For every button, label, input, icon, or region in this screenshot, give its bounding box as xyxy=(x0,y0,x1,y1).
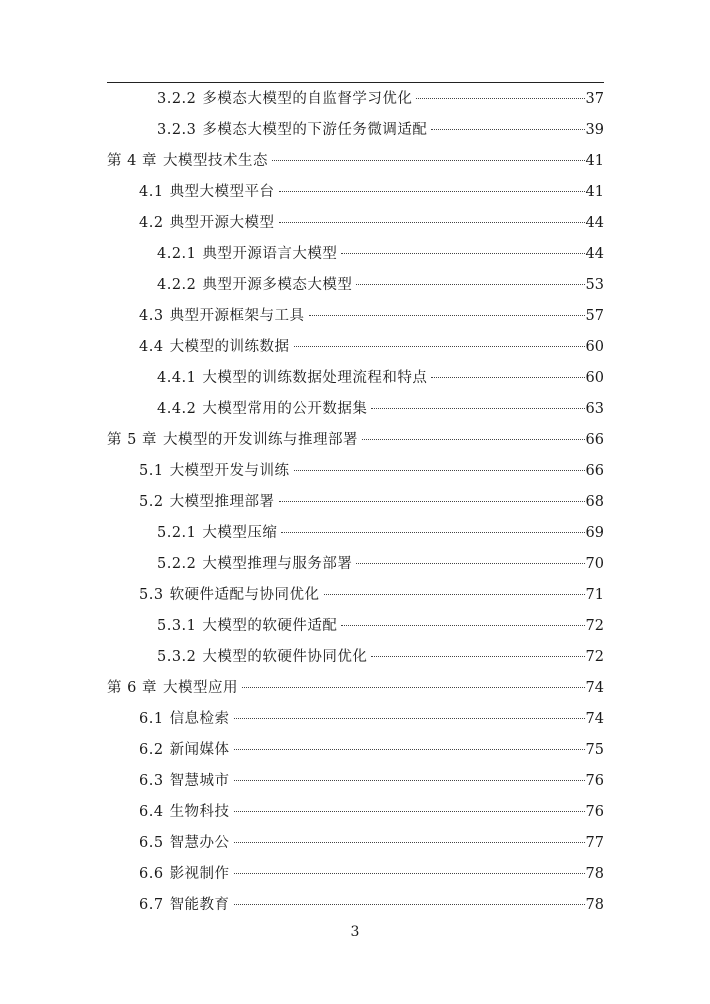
toc-entry-title: 多模态大模型的下游任务微调适配 xyxy=(202,122,428,138)
toc-entry-number: 6.7 xyxy=(139,897,164,913)
toc-entry[interactable] xyxy=(107,673,604,704)
toc-entry-page: 75 xyxy=(585,742,604,758)
toc-entry[interactable] xyxy=(107,146,604,177)
toc-entry-page: 60 xyxy=(585,370,604,386)
toc-dot-leader xyxy=(234,780,585,781)
toc-entry-page: 74 xyxy=(585,711,604,727)
toc-dot-leader xyxy=(294,346,585,347)
toc-entry-number: 3.2.3 xyxy=(157,122,197,138)
toc-entry-number: 5.3.1 xyxy=(157,618,197,634)
toc-entry-title: 生物科技 xyxy=(169,804,230,820)
toc-entry-title: 大模型的软硬件适配 xyxy=(202,618,338,634)
toc-dot-leader xyxy=(234,811,585,812)
toc-entry-number: 4.2.2 xyxy=(157,277,197,293)
toc-entry-number: 第 4 章 xyxy=(107,153,157,169)
toc-entry-number: 4.2 xyxy=(139,215,164,231)
toc-dot-leader xyxy=(272,160,585,161)
toc-entry[interactable] xyxy=(107,828,604,859)
toc-dot-leader xyxy=(279,191,585,192)
toc-entry-page: 66 xyxy=(585,432,604,448)
toc-dot-leader xyxy=(234,904,585,905)
toc-entry[interactable] xyxy=(107,487,604,518)
toc-entry-title: 典型开源多模态大模型 xyxy=(202,277,353,293)
toc-entry-page: 57 xyxy=(585,308,604,324)
table-of-contents xyxy=(107,84,604,921)
header-rule xyxy=(107,82,604,83)
toc-entry-page: 78 xyxy=(585,866,604,882)
toc-entry-page: 66 xyxy=(585,463,604,479)
toc-entry-number: 4.3 xyxy=(139,308,164,324)
toc-entry[interactable] xyxy=(107,456,604,487)
page-number: 3 xyxy=(350,924,360,940)
toc-dot-leader xyxy=(356,563,584,564)
toc-entry-title: 大模型应用 xyxy=(162,680,238,696)
toc-entry-number: 第 5 章 xyxy=(107,432,157,448)
toc-entry-page: 63 xyxy=(585,401,604,417)
toc-entry-page: 41 xyxy=(585,184,604,200)
toc-entry-number: 6.5 xyxy=(139,835,164,851)
toc-entry-title: 典型大模型平台 xyxy=(169,184,275,200)
toc-entry-page: 44 xyxy=(585,215,604,231)
toc-dot-leader xyxy=(356,284,584,285)
toc-dot-leader xyxy=(234,842,585,843)
toc-entry-title: 大模型的训练数据 xyxy=(169,339,290,355)
toc-dot-leader xyxy=(341,253,584,254)
toc-entry-title: 影视制作 xyxy=(169,866,230,882)
toc-entry-title: 软硬件适配与协同优化 xyxy=(169,587,320,603)
toc-entry-page: 68 xyxy=(585,494,604,510)
toc-entry[interactable] xyxy=(107,766,604,797)
toc-entry-title: 大模型的开发训练与推理部署 xyxy=(162,432,358,448)
toc-dot-leader xyxy=(431,377,584,378)
toc-entry-number: 6.6 xyxy=(139,866,164,882)
toc-entry-number: 5.2.2 xyxy=(157,556,197,572)
toc-entry-number: 4.2.1 xyxy=(157,246,197,262)
toc-entry-number: 第 6 章 xyxy=(107,680,157,696)
toc-entry-page: 74 xyxy=(585,680,604,696)
toc-entry[interactable] xyxy=(107,797,604,828)
toc-entry-title: 典型开源大模型 xyxy=(169,215,275,231)
toc-dot-leader xyxy=(341,625,584,626)
toc-entry-page: 69 xyxy=(585,525,604,541)
toc-dot-leader xyxy=(294,470,585,471)
toc-entry[interactable] xyxy=(107,704,604,735)
toc-dot-leader xyxy=(234,749,585,750)
toc-entry[interactable] xyxy=(107,270,604,301)
toc-entry-title: 大模型的软硬件协同优化 xyxy=(202,649,368,665)
toc-entry-number: 3.2.2 xyxy=(157,91,197,107)
toc-entry-title: 大模型推理与服务部署 xyxy=(202,556,353,572)
toc-entry-number: 4.4.2 xyxy=(157,401,197,417)
toc-entry[interactable] xyxy=(107,425,604,456)
toc-entry-number: 5.1 xyxy=(139,463,164,479)
toc-entry-page: 44 xyxy=(585,246,604,262)
toc-dot-leader xyxy=(309,315,585,316)
toc-dot-leader xyxy=(234,718,585,719)
toc-entry-page: 72 xyxy=(585,618,604,634)
toc-entry[interactable] xyxy=(107,208,604,239)
toc-dot-leader xyxy=(279,222,585,223)
toc-entry[interactable] xyxy=(107,301,604,332)
toc-entry-number: 6.3 xyxy=(139,773,164,789)
toc-entry-title: 信息检索 xyxy=(169,711,230,727)
toc-entry[interactable] xyxy=(107,84,604,115)
toc-entry-page: 53 xyxy=(585,277,604,293)
toc-dot-leader xyxy=(431,129,584,130)
toc-entry[interactable] xyxy=(107,735,604,766)
toc-entry-title: 多模态大模型的自监督学习优化 xyxy=(202,91,413,107)
toc-dot-leader xyxy=(362,439,585,440)
toc-entry[interactable] xyxy=(107,115,604,146)
toc-entry-page: 37 xyxy=(585,91,604,107)
toc-dot-leader xyxy=(279,501,585,502)
toc-entry-title: 智能教育 xyxy=(169,897,230,913)
toc-entry-page: 76 xyxy=(585,773,604,789)
toc-entry-title: 智慧城市 xyxy=(169,773,230,789)
toc-entry-title: 大模型压缩 xyxy=(202,525,278,541)
toc-entry-title: 典型开源框架与工具 xyxy=(169,308,305,324)
toc-entry[interactable] xyxy=(107,642,604,673)
toc-entry[interactable] xyxy=(107,580,604,611)
toc-dot-leader xyxy=(234,873,585,874)
toc-entry[interactable] xyxy=(107,363,604,394)
toc-entry[interactable] xyxy=(107,859,604,890)
toc-entry-title: 新闻媒体 xyxy=(169,742,230,758)
toc-entry-number: 6.4 xyxy=(139,804,164,820)
toc-dot-leader xyxy=(281,532,584,533)
toc-entry-page: 71 xyxy=(585,587,604,603)
toc-entry-number: 5.2.1 xyxy=(157,525,197,541)
toc-entry-page: 60 xyxy=(585,339,604,355)
toc-entry[interactable] xyxy=(107,890,604,921)
toc-entry-number: 6.2 xyxy=(139,742,164,758)
toc-entry-number: 4.4.1 xyxy=(157,370,197,386)
toc-dot-leader xyxy=(324,594,585,595)
toc-entry-page: 78 xyxy=(585,897,604,913)
toc-entry-page: 39 xyxy=(585,122,604,138)
toc-entry[interactable] xyxy=(107,518,604,549)
toc-entry[interactable] xyxy=(107,394,604,425)
toc-dot-leader xyxy=(371,656,584,657)
toc-entry-title: 典型开源语言大模型 xyxy=(202,246,338,262)
toc-dot-leader xyxy=(416,98,584,99)
toc-entry[interactable] xyxy=(107,549,604,580)
toc-entry[interactable] xyxy=(107,177,604,208)
toc-entry-page: 41 xyxy=(585,153,604,169)
toc-entry-title: 大模型推理部署 xyxy=(169,494,275,510)
toc-entry-number: 4.1 xyxy=(139,184,164,200)
toc-entry[interactable] xyxy=(107,611,604,642)
toc-entry-page: 70 xyxy=(585,556,604,572)
toc-entry[interactable] xyxy=(107,332,604,363)
toc-entry-number: 6.1 xyxy=(139,711,164,727)
toc-entry-title: 大模型的训练数据处理流程和特点 xyxy=(202,370,428,386)
toc-entry-number: 4.4 xyxy=(139,339,164,355)
toc-entry-page: 77 xyxy=(585,835,604,851)
toc-entry-number: 5.3 xyxy=(139,587,164,603)
toc-entry-number: 5.2 xyxy=(139,494,164,510)
toc-dot-leader xyxy=(242,687,585,688)
toc-entry-page: 72 xyxy=(585,649,604,665)
toc-entry-title: 大模型开发与训练 xyxy=(169,463,290,479)
toc-entry-number: 5.3.2 xyxy=(157,649,197,665)
toc-dot-leader xyxy=(371,408,584,409)
toc-entry[interactable] xyxy=(107,239,604,270)
toc-entry-title: 大模型技术生态 xyxy=(162,153,268,169)
toc-entry-page: 76 xyxy=(585,804,604,820)
toc-entry-title: 大模型常用的公开数据集 xyxy=(202,401,368,417)
toc-entry-title: 智慧办公 xyxy=(169,835,230,851)
